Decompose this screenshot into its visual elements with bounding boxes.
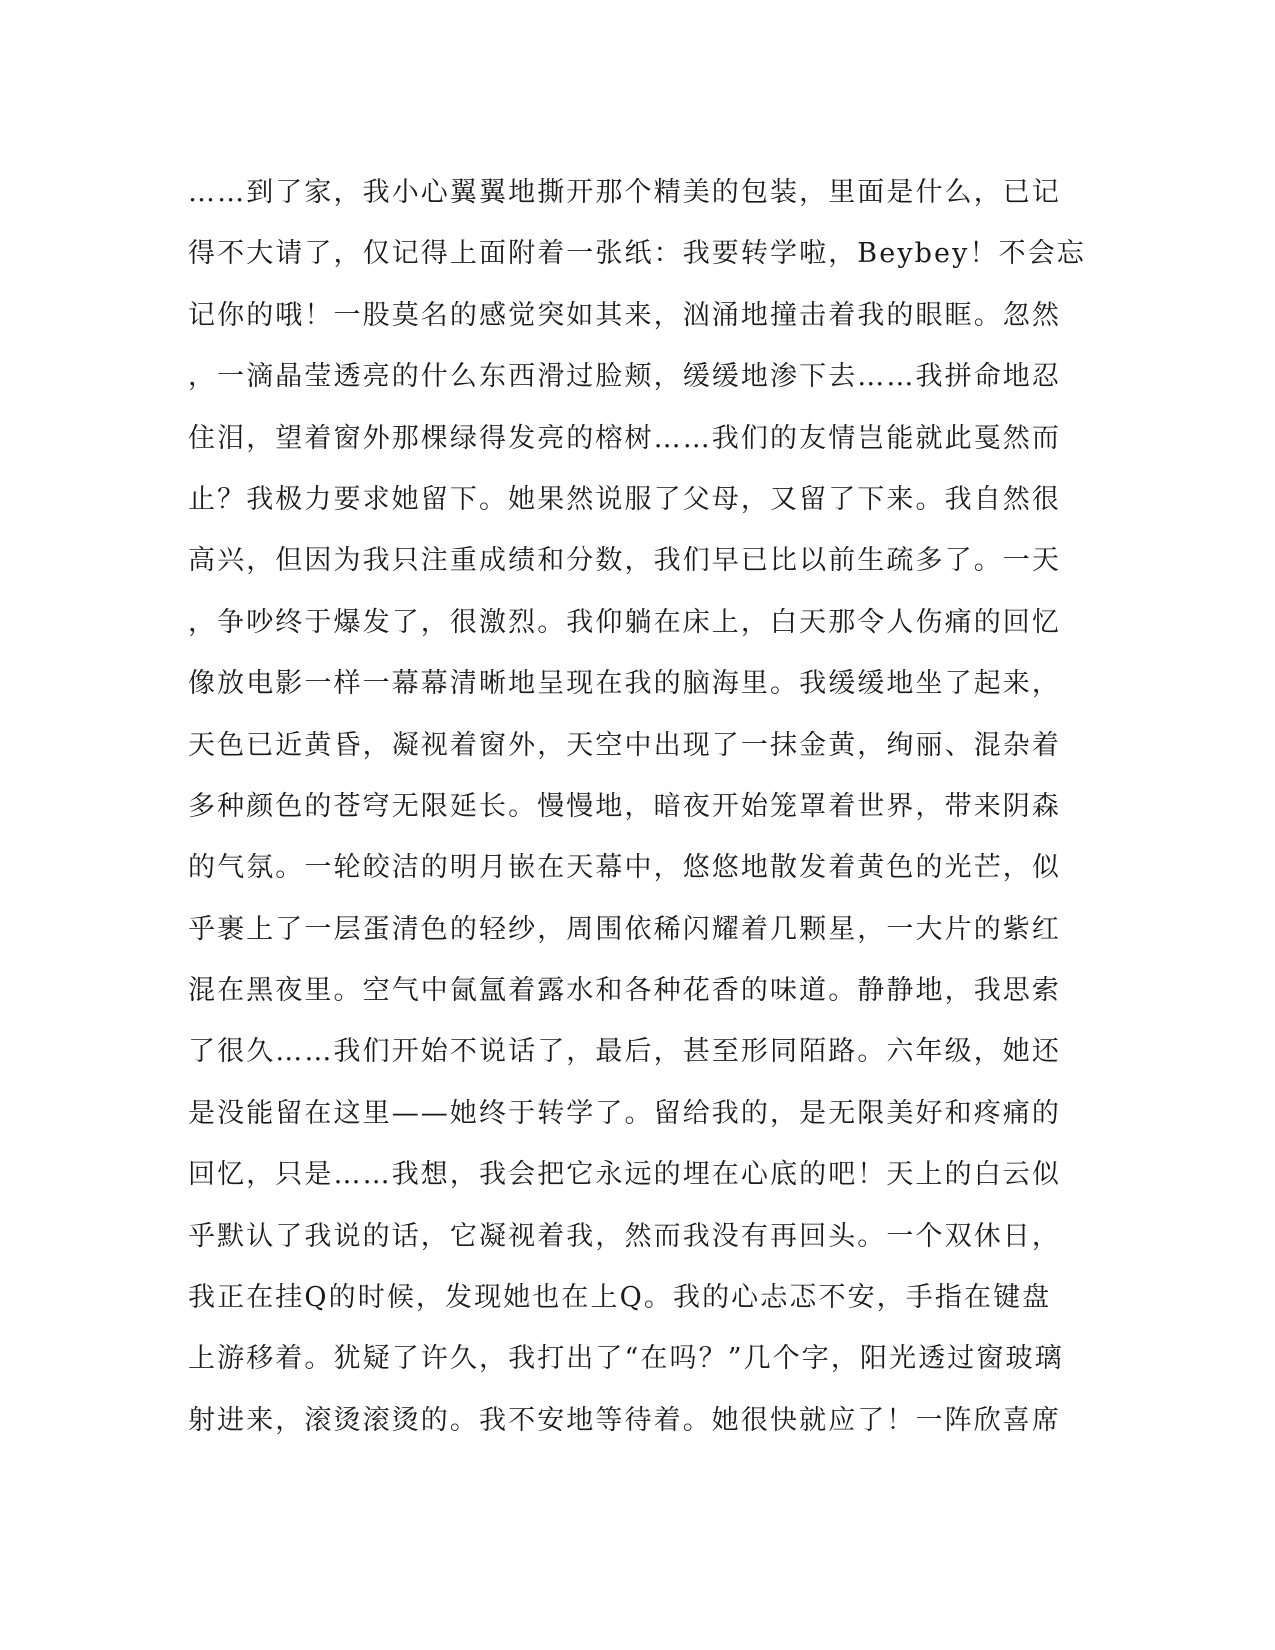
text-line-12: 的气氛。一轮皎洁的明月嵌在天幕中，悠悠地散发着黄色的光芒，似 [188, 852, 1061, 884]
text-line-13: 乎裹上了一层蛋清色的轻纱，周围依稀闪耀着几颗星，一大片的紫红 [188, 913, 1061, 945]
text-line-6: 止？我极力要求她留下。她果然说服了父母，又留了下来。我自然很 [188, 483, 1061, 515]
text-line-20: 上游移着。犹疑了许久，我打出了“在吗？”几个字，阳光透过窗玻璃 [188, 1343, 1064, 1375]
body-text [188, 162, 1088, 1451]
text-line-11: 多种颜色的苍穹无限延长。慢慢地，暗夜开始笼罩着世界，带来阴森 [188, 790, 1061, 822]
text-line-14: 混在黑夜里。空气中氤氲着露水和各种花香的味道。静静地，我思索 [188, 975, 1061, 1007]
text-line-19: 我正在挂Q的时候，发现她也在上Q。我的心忐忑不安，手指在键盘 [188, 1282, 1052, 1314]
text-line-9: 像放电影一样一幕幕清晰地呈现在我的脑海里。我缓缓地坐了起来， [188, 668, 1061, 700]
text-line-15: 了很久……我们开始不说话了，最后，甚至形同陌路。六年级，她还 [188, 1036, 1061, 1068]
text-line-21: 射进来，滚烫滚烫的。我不安地等待着。她很快就应了！一阵欣喜席 [188, 1404, 1061, 1436]
text-line-3: 记你的哦！一股莫名的感觉突如其来，汹涌地撞击着我的眼眶。忽然 [188, 299, 1061, 331]
text-line-2: 得不大请了，仅记得上面附着一张纸：我要转学啦，Beybey！不会忘 [188, 238, 1086, 270]
text-line-10: 天色已近黄昏，凝视着窗外，天空中出现了一抹金黄，绚丽、混杂着 [188, 729, 1061, 761]
text-line-1: ……到了家，我小心翼翼地撕开那个精美的包装，里面是什么，已记 [188, 177, 1061, 208]
text-line-7: 高兴，但因为我只注重成绩和分数，我们早已比以前生疏多了。一天 [188, 545, 1061, 577]
text-line-5: 住泪，望着窗外那棵绿得发亮的榕树……我们的友情岂能就此戛然而 [188, 422, 1061, 454]
text-line-17: 回忆，只是……我想，我会把它永远的埋在心底的吧！天上的白云似 [188, 1159, 1061, 1191]
text-line-16: 是没能留在这里——她终于转学了。留给我的，是无限美好和疼痛的 [188, 1097, 1061, 1129]
text-line-18: 乎默认了我说的话，它凝视着我，然而我没有再回头。一个双休日， [188, 1220, 1061, 1252]
text-line-8: ，争吵终于爆发了，很激烈。我仰躺在床上，白天那令人伤痛的回忆 [188, 606, 1061, 638]
text-line-4: ，一滴晶莹透亮的什么东西滑过脸颊，缓缓地渗下去……我拼命地忍 [188, 361, 1061, 393]
